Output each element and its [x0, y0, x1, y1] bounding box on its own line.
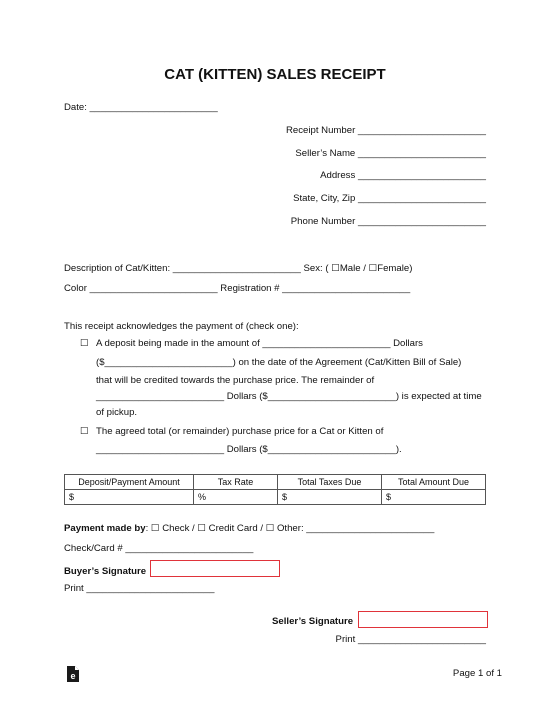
- page-number: Page 1 of 1: [452, 668, 502, 679]
- deposit-line-1[interactable]: A deposit being made in the amount of ________________________ Dollars: [96, 338, 423, 349]
- eforms-logo-icon: [66, 666, 80, 682]
- address-field[interactable]: Address ________________________: [320, 170, 486, 181]
- total-checkbox[interactable]: ☐: [80, 426, 89, 437]
- table-header-cell: Tax Rate: [194, 475, 278, 490]
- table-header-cell: Deposit/Payment Amount: [65, 475, 194, 490]
- table-row: [65, 490, 486, 505]
- payment-table: [64, 474, 486, 505]
- deposit-line-2[interactable]: ($________________________) on the date of the Agreement (Cat/Kitten Bill of Sale): [96, 357, 462, 368]
- color-registration-line[interactable]: Color ________________________ Registration # ________________________: [64, 283, 411, 294]
- seller-signature-label: Seller’s Signature: [272, 616, 354, 627]
- table-cell[interactable]: $: [278, 490, 382, 505]
- table-header-cell: Total Amount Due: [382, 475, 486, 490]
- seller-signature-box[interactable]: [358, 611, 488, 628]
- acknowledgement-text: This receipt acknowledges the payment of (check one):: [64, 321, 299, 332]
- state-city-zip-field[interactable]: State, City, Zip ________________________: [293, 193, 486, 204]
- svg-text:e: e: [70, 671, 76, 681]
- payment-method-label: Payment made by: [64, 523, 146, 534]
- page-title: CAT (KITTEN) SALES RECEIPT: [164, 66, 386, 83]
- deposit-line-4[interactable]: ________________________ Dollars ($________________________) is expected at time: [96, 391, 482, 402]
- total-line-1: The agreed total (or remainder) purchase price for a Cat or Kitten of: [96, 426, 384, 437]
- total-line-2[interactable]: ________________________ Dollars ($________________________).: [96, 444, 402, 455]
- deposit-line-5: of pickup.: [96, 407, 138, 418]
- seller-print-field[interactable]: Print ________________________: [335, 634, 486, 645]
- table-cell[interactable]: $: [382, 490, 486, 505]
- buyer-print-field[interactable]: Print ________________________: [64, 583, 215, 594]
- table-header-row: [65, 475, 486, 490]
- payment-method-line[interactable]: [64, 523, 434, 535]
- table-cell[interactable]: $: [65, 490, 194, 505]
- table-cell[interactable]: %: [194, 490, 278, 505]
- buyer-signature-label: Buyer’s Signature: [64, 566, 147, 577]
- sellers-name-field[interactable]: Seller’s Name ________________________: [295, 148, 486, 159]
- check-card-field[interactable]: Check/Card # ________________________: [64, 543, 254, 554]
- table-header-cell: Total Taxes Due: [278, 475, 382, 490]
- payment-method-options[interactable]: : ☐ Check / ☐ Credit Card / ☐ Other: ________________________: [145, 523, 435, 534]
- receipt-number-field[interactable]: Receipt Number ________________________: [285, 125, 486, 136]
- deposit-checkbox[interactable]: ☐: [80, 338, 89, 349]
- description-line[interactable]: Description of Cat/Kitten: ________________________ Sex: ( ☐Male / ☐Female): [64, 263, 413, 274]
- deposit-line-3: that will be credited towards the purchase price. The remainder of: [96, 375, 375, 386]
- date-field[interactable]: Date: ________________________: [64, 102, 218, 113]
- buyer-signature-box[interactable]: [150, 560, 280, 577]
- phone-number-field[interactable]: Phone Number ________________________: [290, 216, 486, 227]
